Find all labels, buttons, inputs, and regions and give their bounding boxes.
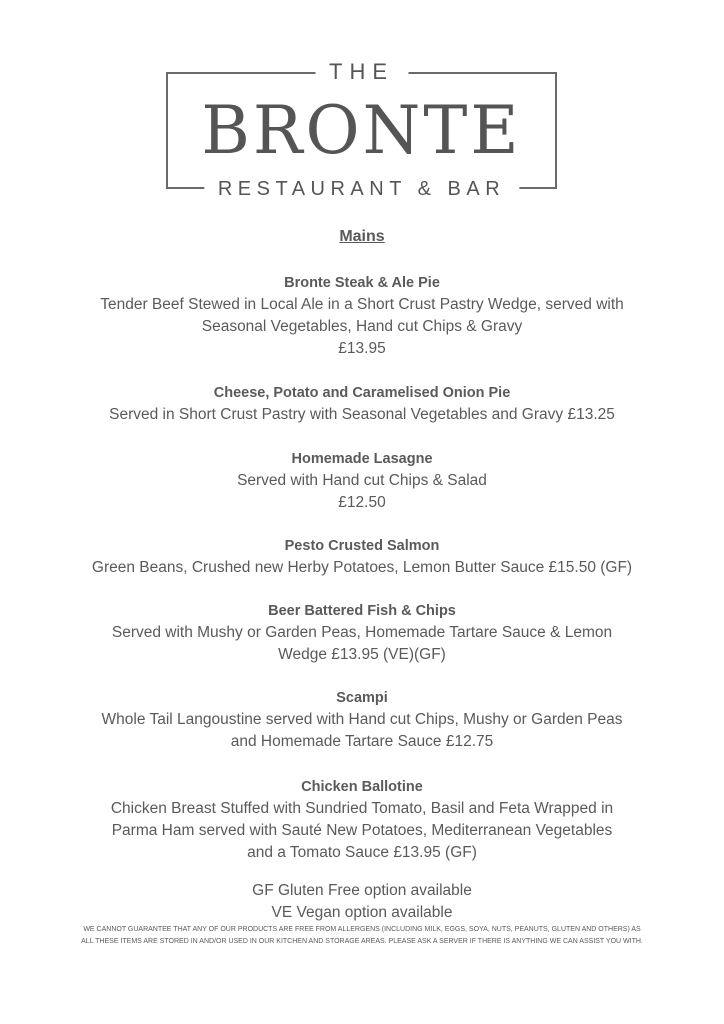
menu-item-name: Chicken Ballotine — [301, 779, 423, 795]
menu-item — [0, 600, 724, 666]
dietary-key — [0, 880, 724, 924]
menu-item — [0, 776, 724, 864]
disclaimer-line: WE CANNOT GUARANTEE THAT ANY OF OUR PRODUCTS ARE FREE FROM ALLERGENS (INCLUDING MILK, EGGS, SOYA, NUTS, PEANUTS, GLUTEN AND OTHERS) AS — [83, 926, 641, 933]
allergen-disclaimer — [0, 924, 724, 948]
menu-item — [0, 535, 724, 579]
menu-item-name: Beer Battered Fish & Chips — [268, 603, 456, 619]
menu-item — [0, 272, 724, 360]
logo-name: BRONTE — [201, 92, 522, 169]
menu-item-description: £12.50 — [338, 494, 386, 511]
ve-key: VE Vegan option available — [271, 904, 453, 921]
menu-item — [0, 382, 724, 426]
logo-the: THE — [315, 60, 408, 84]
menu-item-description: and a Tomato Sauce £13.95 (GF) — [247, 844, 477, 861]
menu-item-description: Chicken Breast Stuffed with Sundried Tomato, Basil and Feta Wrapped in — [110, 800, 614, 817]
disclaimer-line: ALL THESE ITEMS ARE STORED IN AND/OR USED IN OUR KITCHEN AND STORAGE AREAS. PLEASE ASK A SERVER IF THERE IS ANYTHING WE CAN ASSIST YOU WITH. — [81, 938, 643, 945]
menu-item-description: Tender Beef Stewed in Local Ale in a Short Crust Pastry Wedge, served with — [100, 296, 624, 313]
gf-key: GF Gluten Free option available — [252, 882, 472, 899]
menu-item-description: and Homemade Tartare Sauce £12.75 — [230, 733, 494, 750]
menu-item-name: Cheese, Potato and Caramelised Onion Pie — [213, 385, 511, 401]
menu-item-description: Seasonal Vegetables, Hand cut Chips & Gravy — [201, 318, 523, 335]
menu-item — [0, 448, 724, 514]
menu-item-name: Scampi — [336, 690, 388, 706]
menu-item-description: Parma Ham served with Sauté New Potatoes, Mediterranean Vegetables — [111, 822, 613, 839]
menu-item-description: Served with Hand cut Chips & Salad — [237, 472, 487, 489]
menu-item-description: Wedge £13.95 (VE)(GF) — [278, 646, 446, 663]
logo-subtitle: RESTAURANT & BAR — [204, 177, 519, 201]
menu-item-description: Green Beans, Crushed new Herby Potatoes, Lemon Butter Sauce £15.50 (GF) — [91, 559, 633, 576]
menu-item — [0, 687, 724, 753]
menu-item-name: Bronte Steak & Ale Pie — [284, 275, 440, 291]
restaurant-logo — [166, 59, 557, 200]
menu-item-description: Served with Mushy or Garden Peas, Homemade Tartare Sauce & Lemon — [111, 624, 613, 641]
menu-item-description: £13.95 — [338, 340, 386, 357]
menu-item-name: Homemade Lasagne — [291, 451, 433, 467]
section-title: Mains — [339, 228, 385, 245]
menu-item-description: Served in Short Crust Pastry with Seasonal Vegetables and Gravy £13.25 — [109, 406, 615, 423]
menu-item-description: Whole Tail Langoustine served with Hand cut Chips, Mushy or Garden Peas — [101, 711, 623, 728]
menu-item-name: Pesto Crusted Salmon — [284, 538, 440, 554]
